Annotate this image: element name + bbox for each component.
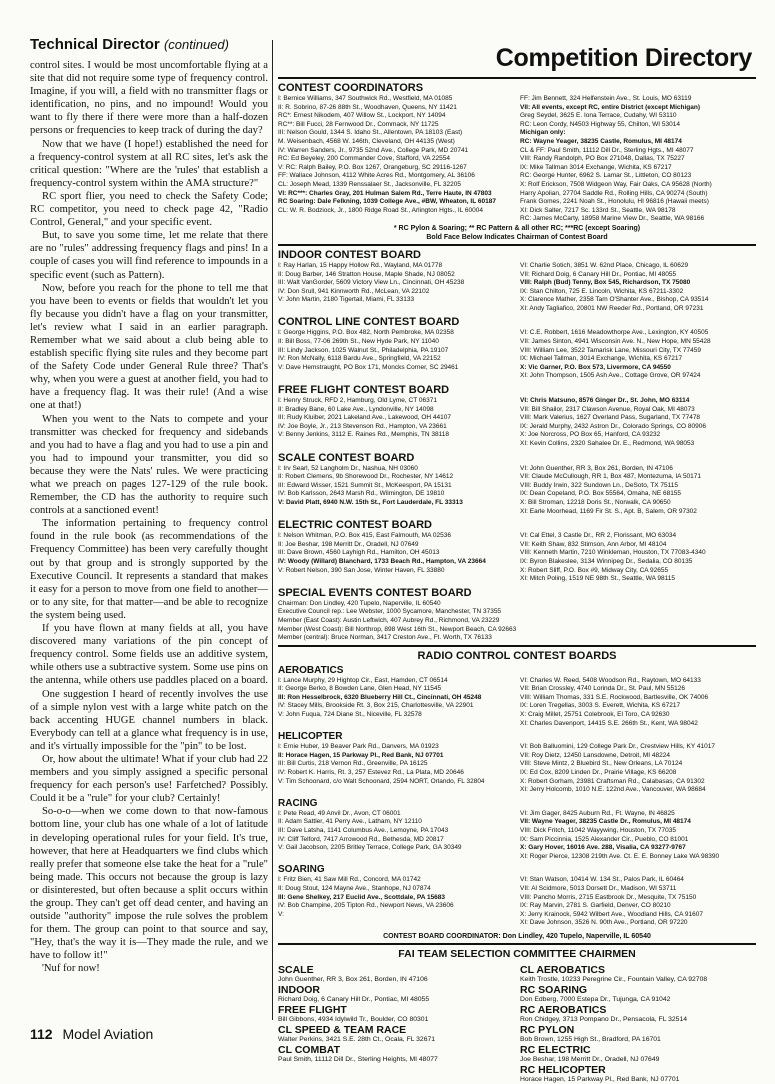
directory-entry: FF: Jim Bennett, 324 Helfenstein Ave., St. Louis, MO 63119 <box>520 95 692 102</box>
board-grid <box>278 532 756 584</box>
directory-entry: X: Joe Norcross, PO Box 65, Hanford, CA 93232 <box>520 431 661 439</box>
coordinators-right <box>520 95 756 224</box>
directory-entry: II: Joe Beshar, 198 Merritt Dr., Oradell, NJ 07649 <box>278 540 419 548</box>
directory-entry: IV: Cliff Telford, 7417 Arrowood Rd., Bethesda, MD 20817 <box>278 835 444 843</box>
directory-entry: I: Pete Read, 49 Anvil Dr., Avon, CT 06001 <box>278 809 401 817</box>
directory-entry: VII: James Sinton, 4941 Wisconsin Ave. N., New Hope, MN 55428 <box>520 338 711 346</box>
board-grid <box>278 677 756 729</box>
board-left <box>278 677 514 729</box>
page-footer <box>30 1026 153 1042</box>
paragraph: One suggestion I heard of recently involves the use of a simple nylon vest with a large white patch on the back accenting HUGE channel numbers in black. Everybody can tell at a glance what frequency is in use, and it's virtually impossible for the "pin" to be lost. <box>30 688 268 752</box>
directory-entry: Member (East Coast): Austin Leftwich, 407 Aubrey Rd., Richmond, VA 23229 <box>278 616 500 624</box>
board-left <box>278 465 514 517</box>
fai-chairman: Horace Hagen, 15 Parkway Pl., Red Bank, NJ 07701 <box>520 1075 680 1083</box>
directory-entry: VI: Charles W. Reed, 5408 Woodson Rd., Raytown, MO 64133 <box>520 676 701 684</box>
fai-heading: FAI TEAM SELECTION COMMITTEE CHAIRMEN <box>398 947 636 960</box>
directory-entry: Chairman: Don Lindley, 420 Tupelo, Naperville, IL 60540 <box>278 599 441 607</box>
directory-entry: X: Clarence Mather, 2358 Tam O'Shanter Ave., Bishop, CA 93514 <box>520 296 709 304</box>
directory-entry: XI: Earle Moorhead, 1169 Fir St. S., Apt. B, Salem, OR 97302 <box>520 507 697 515</box>
board-grid <box>278 397 756 449</box>
directory-entry: V: Benny Jenkins, 3112 E. Raines Rd., Memphis, TN 38118 <box>278 431 450 439</box>
directory-entry: RC*: Ernest Nikodem, 407 Willow St., Lockport, NY 14094 <box>278 112 446 120</box>
directory-entry: VI: Charlie Sotich, 3851 W. 62nd Place, Chicago, IL 60629 <box>520 261 689 269</box>
fai-category: RC PYLON <box>520 1023 575 1036</box>
directory-entry: VII: Roy Dietz, 12450 Lansdowne, Detroit, MI 48224 <box>520 751 670 759</box>
directory-entry: Executive Council rep.: Lee Webster, 1000 Sycamore, Manchester, TN 37355 <box>278 608 502 616</box>
directory-entry: XI: Mitch Poling, 1519 NE 98th St., Seattle, WA 98115 <box>520 575 676 583</box>
directory-entry: VIII: Mark Valerius, 1627 Overland Pass, Sugarland, TX 77478 <box>520 414 701 422</box>
directory-entry: V: John Fuqua, 724 Diane St., Niceville, FL 32578 <box>278 711 422 719</box>
fai-chairman: Richard Doig, 6 Canary Hill Dr., Pontiac, MI 48055 <box>278 995 430 1003</box>
section-rule <box>278 645 756 647</box>
paragraph: Or, how about the ultimate! What if your club had 22 members and you simply assigned a specific personal frequency for each person's use! Farfetched? Possibly. Could it be a "rule" for your club? Certainly! <box>30 753 268 805</box>
board-right <box>520 743 756 795</box>
directory-entry: VIII: Pancho Morris, 2715 Eastbrook Dr., Mesquite, TX 75150 <box>520 893 697 901</box>
fai-chairman: Ron Chidgey, 3713 Pompano Dr., Pensacola, FL 32514 <box>520 1015 688 1023</box>
directory-entry: IX: Michael Tallman, 3014 Exchange, Wichita, KS 67217 <box>520 355 683 363</box>
directory-entry: Harry Apolian, 27704 Saddle Rd., Rolling Hills, CA 90274 (South) <box>520 189 708 197</box>
directory-entry: RC: Ed Beyeley, 200 Commander Cove, Stafford, VA 22554 <box>278 155 450 163</box>
directory-entry: V: Tim Schoonard, c/o Walt Schoonard, 2594 NORT, Orlando, FL 32804 <box>278 777 485 785</box>
fai-right <box>520 964 756 1084</box>
fai-category: CL AEROBATICS <box>520 963 605 976</box>
board-right <box>520 810 756 862</box>
directory-entry: VIII: William Thomas, 331 S.E. Rockwood, Bartlesville, OK 74006 <box>520 693 709 701</box>
fai-category: RC AEROBATICS <box>520 1003 607 1016</box>
rc-boards-heading: RADIO CONTROL CONTEST BOARDS <box>417 649 617 662</box>
directory-entry: X: Robert Sliff, P.O. Box #9, Midway City, CA 92655 <box>520 566 669 574</box>
directory-entry: IX: Loren Tregellas, 3003 S. Everett, Wichita, KS 67217 <box>520 702 681 710</box>
directory-entry: III: Walt VanGorder, 5609 Victory View Ln., Cincinnati, OH 45238 <box>278 279 465 287</box>
directory-entry: X: Gary Hover, 16016 Ave. 288, Visalia, CA 93277-9767 <box>520 844 686 852</box>
directory-entry: III: Dave Brown, 4560 Layhigh Rd., Hamilton, OH 45013 <box>278 549 440 557</box>
directory-entry: I: Ernie Huber, 19 Beaver Park Rd., Danvers, MA 01923 <box>278 743 439 751</box>
directory-entry: I: Henry Struck, RFD 2, Hamburg, Old Lyme, CT 06371 <box>278 397 437 405</box>
directory-entry: X: Craig Millet, 25751 Colebrook, El Toro, CA 92630 <box>520 711 670 719</box>
board-heading: SCALE CONTEST BOARD <box>278 451 415 464</box>
special-events-heading: SPECIAL EVENTS CONTEST BOARD <box>278 586 472 599</box>
directory-entry: IV: Stacey Mills, Brookside Rt. 3, Box 215, Charlottesville, VA 22901 <box>278 702 474 710</box>
fai-grid <box>278 964 756 1084</box>
directory-entry: X: Rolf Erickson, 7508 Widgeon Way, Fair Oaks, CA 95628 (North) <box>520 180 712 188</box>
directory-entry: X: Jerry Krainock, 5942 Wilbert Ave., Woodland Hills, CA 91607 <box>520 910 703 918</box>
directory-entry: IX: Jerald Murphy, 2432 Astron Dr., Colorado Springs, CO 80906 <box>520 422 706 430</box>
column-heading <box>30 36 268 53</box>
fai-chairman: Paul Smith, 11112 Dill Dr., Sterling Heights, MI 48077 <box>278 1055 438 1063</box>
directory-entry: II: George Berko, 8 Bowden Lane, Glen Head, NY 11545 <box>278 685 442 693</box>
paragraph: control sites. I would be most uncomfortable flying at a site that did not require some type of frequency control. Imagine, if you will, a field with no transmitter flags or identification, no pins, and no impound! Would you want to fly there if there were more than a half-dozen persons or frequencies to keep track of during the day? <box>30 60 268 137</box>
directory-entry: XI: Jerry Holcomb, 1010 N.E. 122nd Ave., Vancouver, WA 98684 <box>520 786 706 794</box>
board-left <box>278 397 514 449</box>
directory-entry: VII: Bill Shailor, 2317 Clawson Avenue, Royal Oak, MI 48073 <box>520 405 695 413</box>
fai-category: INDOOR <box>278 983 320 996</box>
directory-entry: VII: Richard Doig, 6 Canary Hill Dr., Pontiac, MI 48055 <box>520 270 677 278</box>
directory-entry: VI: John Guenther, RR 3, Box 261, Borden, IN 47106 <box>520 464 673 472</box>
coordinators-grid <box>278 95 756 224</box>
board-heading: SOARING <box>278 864 325 876</box>
paragraph: Now that we have (I hope!) established the need for a frequency-control system at all RC sites, let's ask the critical question: "Where are the 'rules' that establish a frequency-control system within the AMA structure?" <box>30 138 268 189</box>
board-heading: FREE FLIGHT CONTEST BOARD <box>278 384 450 397</box>
fai-chairman: Joe Beshar, 198 Merritt Dr., Oradell, NJ 07649 <box>520 1055 660 1063</box>
directory-entry: V: <box>278 910 284 918</box>
directory-entry: VI: Bob Balluomini, 129 College Park Dr., Crestview Hills, KY 41017 <box>520 743 715 751</box>
contest-board-coordinator: CONTEST BOARD COORDINATOR: Don Lindley, 420 Tupelo, Naperville, IL 60540 <box>383 932 651 940</box>
paragraph: So-o-o—when we come down to that now-famous bottom line, your club has one whale of a lot of latitude in developing operational rules for your field. It's true, however, that here at Headquarters we find clubs which really prefer that someone else take the heat for a "rule" being made. This occurs not because the group is lazy or disinterested, but often because a split occurs within the group. They can't get off dead center, and having an outside "authority" impose the rule solves the problem for them. The group can point to that source and say, "Hey, that's the way it is—They made the rule, and we have to follow it!" <box>30 806 268 962</box>
board-left <box>278 876 514 928</box>
board-left <box>278 262 514 314</box>
board-right <box>520 465 756 517</box>
contest-board <box>278 519 756 584</box>
directory-entry: XI: Roger Pierce, 12308 219th Ave. Ct. E. E. Bonney Lake WA 98390 <box>520 852 720 860</box>
directory-entry: IV: Bob Champine, 205 Tipton Rd., Newport News, VA 23606 <box>278 902 454 910</box>
directory-entry: II: Doug Barber, 146 Stratton House, Maple Shade, NJ 08052 <box>278 270 455 278</box>
board-heading: RACING <box>278 797 318 809</box>
directory-entry: V: David Platt, 6940 N.W. 15th St., Fort Lauderdale, FL 33313 <box>278 498 463 506</box>
directory-entry: II: Horace Hagen, 15 Parkway Pl., Red Bank, NJ 07701 <box>278 751 444 759</box>
column-divider <box>272 40 273 1020</box>
contest-board <box>278 452 756 517</box>
directory-entry: VII: Claude McCullough, RR 1, Box 487, Montezuma, IA 50171 <box>520 473 702 481</box>
directory-entry: I: Lance Murphy, 29 Hightop Cir., East, Hamden, CT 06514 <box>278 676 448 684</box>
fai-category: FREE FLIGHT <box>278 1003 347 1016</box>
directory-entry: I: Bernice Williams, 347 Southwick Rd., Westfield, MA 01085 <box>278 95 453 102</box>
fai-category: CL SPEED & TEAM RACE <box>278 1023 407 1036</box>
fai-category: RC SOARING <box>520 983 588 996</box>
paragraph: But, to save you some time, let me relate that there are no "rules" addressing frequency flags and pins! In a couple of cases you will find reference to impounds in a specific event (such as Pattern). <box>30 230 268 281</box>
directory-entry: XI: Andy Tagliafico, 20801 NW Reeder Rd., Portland, OR 97231 <box>520 304 704 312</box>
directory-entry: XI: Kevin Collins, 2320 Sahalee Dr. E., Redmond, WA 98053 <box>520 440 695 447</box>
directory-entry: II: Bill Boss, 77-06 269th St., New Hyde Park, NY 11040 <box>278 338 439 346</box>
board-right <box>520 876 756 928</box>
bold-face-note: Bold Face Below Indicates Chairman of Contest Board <box>426 233 608 241</box>
contest-board <box>278 864 756 928</box>
directory-entry: I: Fritz Bien, 41 Saw Mill Rd., Concord, MA 01742 <box>278 876 421 884</box>
column-heading-title: Technical Director <box>30 36 160 53</box>
fai-chairman: Keith Trostle, 10233 Peregrine Cir., Fountain Valley, CA 92708 <box>520 975 708 983</box>
directory-entry: IV: Bob Karlsson, 2643 Marsh Rd., Wilmington, DE 19810 <box>278 490 445 498</box>
fai-category: RC HELICOPTER <box>520 1063 606 1076</box>
coordinators-footnote: * RC Pylon & Soaring; ** RC Pattern & all other RC; ***RC (except Soaring) <box>393 224 641 232</box>
directory-entry: III: Lindy Jackson, 1025 Walnut St., Philadelphia, PA 19107 <box>278 346 449 354</box>
coordinators-heading: CONTEST COORDINATORS <box>278 82 424 94</box>
section-rule <box>278 943 756 945</box>
directory-entry: IV: Woody (Willard) Blanchard, 1733 Beach Rd., Hampton, VA 23664 <box>278 557 486 565</box>
board-left <box>278 743 514 795</box>
board-grid <box>278 743 756 795</box>
contest-boards <box>278 249 756 584</box>
directory-entry: IX: Ray Marvin, 2781 S. Garfield, Denver, CO 80210 <box>520 902 671 910</box>
directory-entry: VII: Wayne Yeager, 38235 Castle Dr., Romulus, MI 48174 <box>520 818 691 826</box>
contest-board <box>278 249 756 314</box>
board-heading: INDOOR CONTEST BOARD <box>278 248 421 261</box>
board-heading: ELECTRIC CONTEST BOARD <box>278 519 432 532</box>
directory-entry: VIII: Kenneth Martin, 7210 Winkleman, Houston, TX 77083-4340 <box>520 549 706 557</box>
directory-entry: VI: Cal Ettel, 3 Castle Dr., RR 2, Florissant, MO 63034 <box>520 532 677 540</box>
directory-entry: IV: Ron McNally, 6118 Bardu Ave., Springfield, VA 22152 <box>278 355 441 363</box>
directory-entry: M. Weisenbach, 4568 W. 146th, Cleveland, OH 44135 (West) <box>278 137 455 145</box>
contest-board <box>278 731 756 795</box>
rc-contest-boards <box>278 665 756 928</box>
directory-entry: IV: Joe Boyle, Jr., 213 Stevenson Rd., Hampton, VA 23661 <box>278 422 447 430</box>
directory-entry: VIII: Ralph (Bud) Tenny, Box 545, Richardson, TX 75080 <box>520 279 691 287</box>
directory-entry: CL & FF: Paul Smith, 11112 Dill Dr., Sterling Hgts., MI 48077 <box>520 146 694 154</box>
page-number: 112 <box>30 1026 53 1042</box>
paragraph: RC sport flier, you need to check the Safety Code; RC competitor, you need to check page 42, "Radio Control, General," and your specific event. <box>30 190 268 229</box>
fai-chairman: Bob Brown, 1255 High St., Bradford, PA 16701 <box>520 1035 661 1043</box>
directory-entry: VI: Jim Gager, 8425 Auburn Rd., Ft. Wayne, IN 46825 <box>520 809 675 817</box>
directory-entry: IV: Don Srull, 941 Kinnworth Rd., McLean, VA 22102 <box>278 287 430 295</box>
magazine-name: Model Aviation <box>62 1026 154 1042</box>
directory-entry: VII: Al Scidmore, 5013 Dorsett Dr., Madison, WI 53711 <box>520 884 677 892</box>
directory-entry: IV: Robert K. Harris, Rt. 3, 257 Estevez Rd., La Plata, MD 20646 <box>278 769 464 777</box>
technical-director-column <box>30 36 268 1011</box>
directory-entry: III: Nelson Gould, 1344 S. Idaho St., Allentown, PA 18103 (East) <box>278 129 463 137</box>
directory-entry: V: Dave Hemstraught, PO Box 171, Moncks Corner, SC 29461 <box>278 363 459 371</box>
fai-chairman: John Guenther, RR 3, Box 261, Borden, IN 47106 <box>278 975 428 983</box>
directory-entry: Greg Seydel, 3625 E. Iona Terrace, Cudahy, WI 53110 <box>520 112 677 120</box>
directory-entry: VII: All events, except RC, entire District (except Michigan) <box>520 103 701 111</box>
board-right <box>520 677 756 729</box>
directory-entry: I: George Higgins, P.O. Box 482, North Pembroke, MA 02358 <box>278 329 454 337</box>
board-grid <box>278 876 756 928</box>
directory-entry: II: Doug Stout, 124 Mayne Ave., Stanhope, NJ 07874 <box>278 884 431 892</box>
directory-entry: RC**: Bill Fucci, 28 Fernwood Dr., Commack, NY 11725 <box>278 120 439 128</box>
directory-entry: Frank Gomes, 2241 Noah St., Honolulu, HI 96816 (Hawaii meets) <box>520 198 709 206</box>
paragraph: Now, before you reach for the phone to tell me that you have been to events or fields that wouldn't let you fly because you didn't have a flag on your transmitter, let's review what I said in an earlier paragraph. Remember what we said about a club being able to establish specific flying site rules and they become part of the Safety Code under General Rule three? That's why, when you were a guest at another field, you had to have a frequency flag. It was their rule! (And a wise one at that!) <box>30 282 268 412</box>
directory-entry: III: Bill Curtis, 218 Vernon Rd., Greenville, PA 16125 <box>278 760 428 768</box>
board-grid <box>278 810 756 862</box>
board-heading: CONTROL LINE CONTEST BOARD <box>278 316 460 329</box>
fai-chairman: Bill Gibbons, 4934 Idylwild Tr., Boulder, CO 80301 <box>278 1015 429 1023</box>
paragraph: When you went to the Nats to compete and your transmitter was checked for frequency and sidebands and you had to have a flag and you had to use a pin and you had to impound your transmitter, you did so because they were the Nats' rules. We were practicing what we preach on pages 127-129 of the rule book. Remember, the CD has the authority to require such controls at a sanctioned event! <box>30 413 268 517</box>
board-right <box>520 532 756 584</box>
directory-entry: III: Dave Latsha, 1141 Columbus Ave., Lemoyne, PA 17043 <box>278 827 449 834</box>
directory-entry: VIII: Randy Randolph, PO Box 271048, Dallas, TX 75227 <box>520 155 685 163</box>
directory-entry: VII: Keith Shaw, 832 Stimson, Ann Arbor, MI 48104 <box>520 540 667 548</box>
directory-entry: RC: James McCarty, 18958 Marine View Dr., Seattle, WA 98166 <box>520 215 705 223</box>
directory-entry: CL: W. R. Bodziock, Jr., 1800 Ridge Road St., Arlington Hgts., IL 60004 <box>278 206 483 214</box>
directory-entry: V: John Martin, 2180 Tigertail, Miami, FL 33133 <box>278 296 415 304</box>
directory-entry: V: Robert Nelson, 390 San Jose, Winter Haven, FL 33880 <box>278 566 445 574</box>
directory-entry: XI: Charles Davenport, 14415 S.E. 266th St., Kent, WA 98042 <box>520 719 698 727</box>
directory-entry: VIII: William Lee, 3522 Tamarisk Lane, Missouri City, TX 77459 <box>520 346 701 354</box>
paragraph: If you have flown at many fields at all, you have discovered many variations of the pin concept of frequency control. Some fields use an additive system, while others use a subtractive system. Some use pins on the antenna, while others use paddles placed on a board. <box>30 623 268 687</box>
directory-entry: III: Rudy Kluiber, 2021 Lakeland Ave., Lakewood, OH 44107 <box>278 414 451 422</box>
contest-board <box>278 798 756 862</box>
fai-left <box>278 964 514 1084</box>
directory-entry: VIII: Steve Mintz, 2 Bluebird St., New Orleans, LA 70124 <box>520 760 683 768</box>
column-heading-continued: (continued) <box>163 37 229 52</box>
directory-entry: III: Ron Hesselbrock, 6320 Blueberry Hill Ct., Cincinnati, OH 45248 <box>278 693 482 701</box>
directory-entry: X: Vic Garner, P.O. Box 573, Livermore, CA 94550 <box>520 363 671 371</box>
directory-entry: X: Bill Stroman, 12218 Doris St., Norwalk, CA 90650 <box>520 498 671 506</box>
fai-chairman: Don Edberg, 7000 Estepa Dr., Tujunga, CA 91042 <box>520 995 671 1003</box>
directory-entry: IX: Byron Blakeslee, 3134 Winnipeg Dr., Sedalia, CO 80135 <box>520 557 693 565</box>
directory-entry: VII: Brian Crossley, 4740 Lorinda Dr., St. Paul, MN 55126 <box>520 685 685 693</box>
directory-title: Competition Directory <box>495 44 752 72</box>
directory-entry: FF: Wallace Johnson, 4112 White Acres Rd., Montgomery, AL 36106 <box>278 172 475 180</box>
title-rule <box>278 77 756 79</box>
directory-entry: VI: Stan Watson, 10414 W. 134 St., Palos Park, IL 60464 <box>520 876 684 884</box>
section-rule <box>278 244 756 246</box>
directory-entry: I: Nelson Whitman, P.O. Box 415, East Falmouth, MA 02536 <box>278 532 451 540</box>
directory-entry: Michigan only: <box>520 129 566 137</box>
directory-entry: V: Gail Jacobson, 2205 Britley Terrace, College Park, GA 30349 <box>278 844 462 852</box>
fai-category: SCALE <box>278 963 314 976</box>
directory-entry: IV: Warren Sanders, Jr., 9735 52nd Ave., College Park, MD 20741 <box>278 146 469 154</box>
directory-entry: II: R. Sobrino, 87-26 88th St., Woodhaven, Queens, NY 11421 <box>278 103 457 111</box>
directory-entry: XI: Dave Johnson, 3526 N. 90th Ave., Portland, OR 97220 <box>520 919 688 927</box>
special-events-list <box>278 600 756 643</box>
fai-chairman: Walter Perkins, 3421 S.E. 28th Ct., Ocala, FL 32671 <box>278 1035 436 1043</box>
directory-entry: III: Edward Wisser, 1521 Summit St., McKeesport, PA 15131 <box>278 481 452 489</box>
directory-entry: VI: Chris Matsuno, 8576 Ginger Dr., St. John, MO 63114 <box>520 397 690 405</box>
directory-entry: I: Ray Harlan, 15 Happy Hollow Rd., Wayland, MA 01778 <box>278 261 443 269</box>
directory-entry: II: Adam Sattler, 41 Perry Ave., Latham, NY 12110 <box>278 818 422 826</box>
directory-entry: RC Soaring: Dale Felkning, 1039 College Ave., #BW, Wheaton, IL 60187 <box>278 198 496 206</box>
directory-entry: III: Gene Shelkey, 217 Euclid Ave., Scottdale, PA 15683 <box>278 893 446 901</box>
directory-entry: V: RC: Ralph Bailey, P.O. Box 1267, Orangeburg, SC 29116-1267 <box>278 163 467 171</box>
directory-entry: VI: RC***: Charles Gray, 201 Hulman Salem Rd., Terre Haute, IN 47803 <box>278 189 492 197</box>
board-grid <box>278 465 756 517</box>
directory-entry: CL: Joseph Mead, 1339 Renssalaer St., Jacksonville, FL 32205 <box>278 180 461 188</box>
directory-entry: RC: George Hunter, 6962 S. Lamar St., Littleton, CO 80123 <box>520 172 692 180</box>
directory-entry: RC: Leon Cordy, N4503 Highway 55, Chilton, WI 53014 <box>520 120 680 128</box>
contest-board <box>278 316 756 381</box>
directory-entry: RC: Wayne Yeager, 38235 Castle, Romulus, MI 48174 <box>520 137 682 145</box>
board-left <box>278 329 514 381</box>
paragraph: The information pertaining to frequency control found in the rule book (as recommendations of the Frequency Committee) has been very carefully thought out by that group and is strongly supported by the Executive Council. It represents a standard that makes it easy for a person to move from one field to another—or to any site, for that matter—and be able to recognize the system being used. <box>30 518 268 621</box>
coordinators-left <box>278 95 514 224</box>
directory-entry: IX: Sam Piccinnia, 1525 Alexander Cir., Pueblo, CO 81001 <box>520 835 689 843</box>
directory-entry: II: Bradley Bane, 60 Lake Ave., Lyndonville, NY 14098 <box>278 405 434 413</box>
directory-entry: VI: C.E. Robbert, 1616 Meadowthorpe Ave., Lexington, KY 40505 <box>520 329 709 337</box>
directory-entry: II: Robert Clemens, 9b Shorewood Dr., Rochester, NY 14612 <box>278 473 454 481</box>
contest-board <box>278 384 756 449</box>
board-right <box>520 262 756 314</box>
fai-category: CL COMBAT <box>278 1043 341 1056</box>
directory-entry: I: Irv Searl, 52 Langholm Dr., Nashua, NH 03060 <box>278 464 418 472</box>
directory-entry: IX: Mike Tallman 3014 Exchange, Wichita, KS 67217 <box>520 163 672 171</box>
directory-entry: X: Robert Gorham, 23981 Craftsman Rd., Calabasas, CA 91302 <box>520 777 705 785</box>
directory-entry: XI: John Thompson, 1505 Ash Ave., Cottage Grove, OR 97424 <box>520 372 701 380</box>
board-right <box>520 397 756 449</box>
board-heading: AEROBATICS <box>278 664 344 676</box>
board-heading: HELICOPTER <box>278 731 343 743</box>
directory-entry: VIII: Dick Fritch, 11042 Wayywing, Houston, TX 77035 <box>520 827 676 834</box>
board-grid <box>278 329 756 381</box>
directory-entry: IX: Stan Chilton, 725 E. Lincoln, Wichita, KS 67211-3302 <box>520 287 684 295</box>
directory-entry: IX: Dean Copeland, P.O. Box 55564, Omaha, NE 68155 <box>520 490 682 498</box>
board-right <box>520 329 756 381</box>
board-grid <box>278 262 756 314</box>
board-left <box>278 532 514 584</box>
directory-entry: IX: Ed Cox, 8209 Linden Dr., Prairie Village, KS 66208 <box>520 769 677 777</box>
directory-entry: Member (central): Bruce Norman, 3417 Creston Ave., Ft. Worth, TX 76133 <box>278 634 492 642</box>
board-left <box>278 810 514 862</box>
directory-entry: Member (West Coast): Bill Northrop, 898 West 16th St., Newport Beach, CA 92663 <box>278 625 517 633</box>
fai-category: RC ELECTRIC <box>520 1043 591 1056</box>
paragraph: 'Nuf for now! <box>42 963 100 975</box>
competition-directory <box>278 36 756 1083</box>
directory-entry: XI: Dick Salter, 7217 Sc. 133rd St., Seattle, WA 98178 <box>520 206 676 214</box>
directory-entry: VIII: Buddy Irwin, 322 Sundown Ln., DeSoto, TX 75115 <box>520 481 679 489</box>
contest-board <box>278 665 756 729</box>
